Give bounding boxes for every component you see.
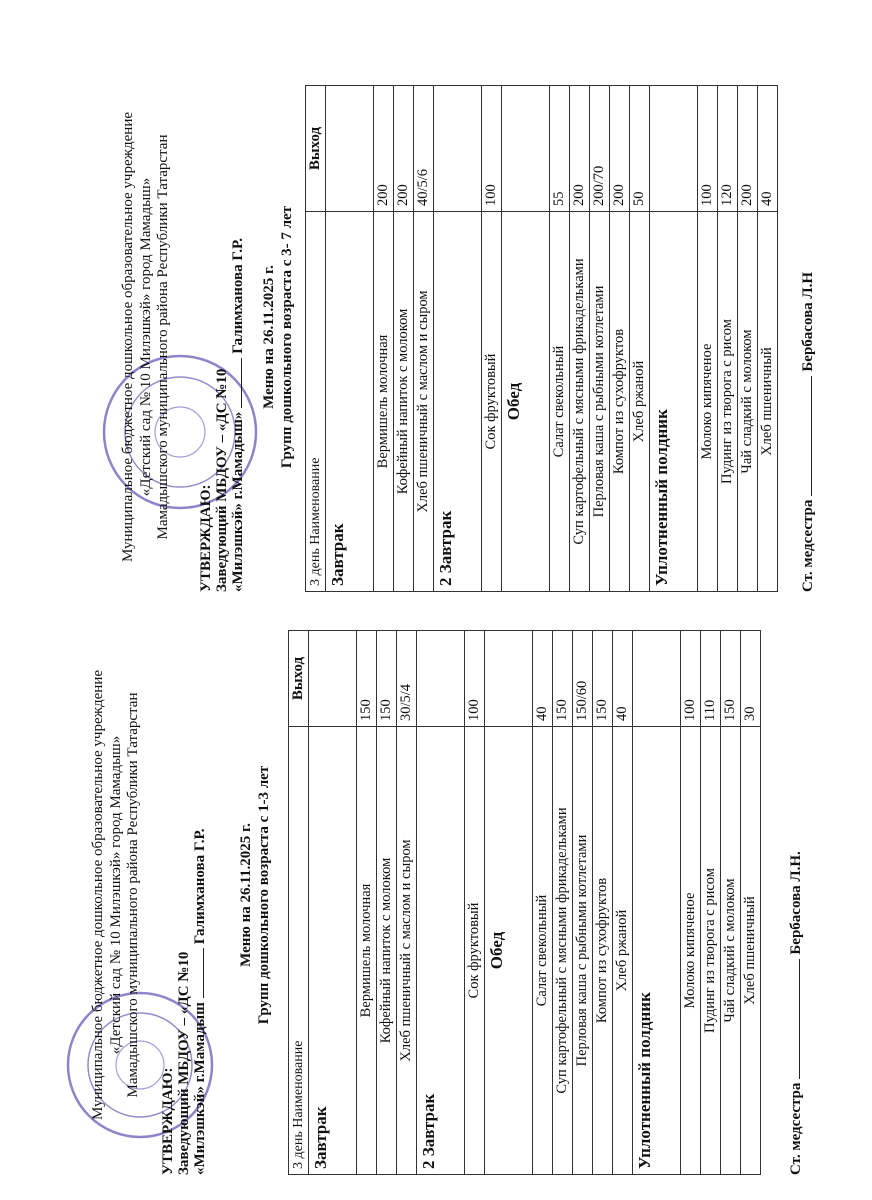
dish-name: Перловая каша с рыбными котлетами bbox=[590, 212, 610, 592]
org-line: Муниципальное бюджетное дошкольное образовательное учреждение bbox=[90, 670, 106, 1120]
header-name: 3 день Наименование bbox=[289, 727, 309, 1175]
section-row bbox=[434, 86, 482, 592]
organization-header bbox=[120, 82, 173, 592]
signature-line bbox=[799, 959, 800, 1079]
org-line: Муниципальное бюджетное дошкольное образовательное учреждение bbox=[120, 112, 136, 562]
dish-portion: 200 bbox=[570, 86, 590, 212]
dish-portion: 120 bbox=[718, 86, 738, 212]
dish-portion: 30 bbox=[741, 631, 761, 727]
table-row bbox=[741, 631, 761, 1175]
menu-subtitle: Групп дошкольного возраста с 3- 7 лет bbox=[279, 205, 295, 469]
section-title: Завтрак bbox=[309, 727, 357, 1175]
table-row bbox=[465, 631, 485, 1175]
dish-portion: 150 bbox=[593, 631, 613, 727]
organization-header bbox=[90, 615, 143, 1175]
dish-portion: 150 bbox=[721, 631, 741, 727]
dish-name: Вермишель молочная bbox=[374, 212, 394, 592]
dish-portion: 30/5/4 bbox=[397, 631, 417, 727]
dish-name: Хлеб пшеничный с маслом и сыром bbox=[414, 212, 434, 592]
dish-name: Салат свекольный bbox=[550, 212, 570, 592]
org-line: Мамадышского муниципального района Республики Татарстан bbox=[125, 692, 141, 1098]
menu-title: Меню на 26.11.2025 г. bbox=[261, 265, 277, 409]
nurse-name: Бербасова Л.Н. bbox=[788, 851, 804, 955]
section-row bbox=[326, 86, 374, 592]
dish-name: Хлеб пшеничный bbox=[741, 727, 761, 1175]
section-title: 2 Завтрак bbox=[417, 727, 465, 1175]
section-value bbox=[485, 631, 533, 727]
approve-label: УТВЕРЖДАЮ: bbox=[198, 484, 214, 592]
menu-table bbox=[288, 630, 761, 1175]
dish-portion: 200 bbox=[374, 86, 394, 212]
org-line: Мамадышского муниципального района Республики Татарстан bbox=[155, 134, 171, 540]
table-row bbox=[573, 631, 593, 1175]
section-value bbox=[650, 86, 698, 212]
section-title: Завтрак bbox=[326, 212, 374, 592]
table-row bbox=[553, 631, 573, 1175]
section-row bbox=[417, 631, 465, 1175]
section-title: 2 Завтрак bbox=[434, 212, 482, 592]
table-row bbox=[550, 86, 570, 592]
dish-name: Хлеб ржаной bbox=[613, 727, 633, 1175]
signature-line bbox=[811, 376, 812, 496]
org-line: «Детский сад № 10 Милэшкэй» город Мамадыш» bbox=[107, 735, 124, 1055]
approval-block bbox=[198, 238, 246, 592]
dish-name: Суп картофельный с мясными фрикадельками bbox=[553, 727, 573, 1175]
approver-name: Галимханова Г.Р. bbox=[230, 238, 246, 354]
table-row bbox=[718, 86, 738, 592]
dish-name: Кофейный напиток с молоком bbox=[377, 727, 397, 1175]
table-row bbox=[374, 86, 394, 592]
dish-portion: 50 bbox=[630, 86, 650, 212]
section-row bbox=[485, 631, 533, 1175]
dish-name: Компот из сухофруктов bbox=[593, 727, 613, 1175]
signature-line bbox=[241, 358, 242, 408]
approve-position: Заведующий МБДОУ – «ДС №10 bbox=[214, 368, 230, 592]
table-header-row bbox=[306, 86, 326, 592]
approve-position: Заведующий МБДОУ – «ДС №10 bbox=[176, 951, 192, 1175]
approver-name: Галимханова Г.Р. bbox=[192, 828, 208, 945]
section-row bbox=[650, 86, 698, 592]
dish-portion: 150 bbox=[377, 631, 397, 727]
menu-group-3-7 bbox=[110, 82, 840, 592]
table-row bbox=[613, 631, 633, 1175]
dish-portion: 200 bbox=[610, 86, 630, 212]
table-row bbox=[721, 631, 741, 1175]
table-row bbox=[738, 86, 758, 592]
dish-name: Перловая каша с рыбными котлетами bbox=[573, 727, 593, 1175]
dish-name: Хлеб пшеничный с маслом и сыром bbox=[397, 727, 417, 1175]
dish-portion: 40 bbox=[613, 631, 633, 727]
dish-name: Сок фруктовый bbox=[482, 212, 502, 592]
section-title: Уплотненный полдник bbox=[633, 727, 681, 1175]
dish-name: Молоко кипяченое bbox=[698, 212, 718, 592]
table-row bbox=[394, 86, 414, 592]
dish-name: Пудинг из творога с рисом bbox=[701, 727, 721, 1175]
dish-name: Чай сладкий с молоком bbox=[721, 727, 741, 1175]
nurse-signature bbox=[788, 851, 805, 1175]
table-row bbox=[414, 86, 434, 592]
section-value bbox=[502, 86, 550, 212]
table-row bbox=[698, 86, 718, 592]
dish-portion: 40 bbox=[533, 631, 553, 727]
approve-label: УТВЕРЖДАЮ: bbox=[160, 1067, 176, 1175]
signature-line bbox=[203, 948, 204, 998]
dish-name: Пудинг из творога с рисом bbox=[718, 212, 738, 592]
section-row bbox=[309, 631, 357, 1175]
approval-block bbox=[160, 829, 208, 1176]
table-row bbox=[610, 86, 630, 592]
nurse-label: Ст. медсестра bbox=[800, 499, 816, 592]
table-row bbox=[630, 86, 650, 592]
dish-name: Хлеб ржаной bbox=[630, 212, 650, 592]
table-row bbox=[681, 631, 701, 1175]
table-row bbox=[482, 86, 502, 592]
dish-portion: 200 bbox=[394, 86, 414, 212]
dish-portion: 200/70 bbox=[590, 86, 610, 212]
table-row bbox=[590, 86, 610, 592]
table-row bbox=[377, 631, 397, 1175]
table-row bbox=[533, 631, 553, 1175]
dish-portion: 200 bbox=[738, 86, 758, 212]
approve-place: «Милэшкэй» г.Мамадыш» bbox=[230, 411, 246, 592]
nurse-name: Бербасова Л.Н bbox=[800, 271, 816, 372]
menu-title: Меню на 26.11.2025 г. bbox=[238, 823, 254, 967]
section-value bbox=[434, 86, 482, 212]
dish-portion: 150 bbox=[553, 631, 573, 727]
section-value bbox=[309, 631, 357, 727]
dish-portion: 100 bbox=[482, 86, 502, 212]
dish-portion: 40/5/6 bbox=[414, 86, 434, 212]
table-row bbox=[701, 631, 721, 1175]
table-row bbox=[758, 86, 778, 592]
section-value bbox=[417, 631, 465, 727]
section-row bbox=[502, 86, 550, 592]
org-line: «Детский сад № 10 Милэшкэй» город Мамадыш» bbox=[137, 177, 154, 497]
approve-place: «Милэшкэй» г.Мамадыш bbox=[192, 1002, 208, 1175]
section-title: Обед bbox=[485, 727, 533, 1175]
nurse-signature bbox=[800, 272, 817, 592]
menu-table bbox=[305, 85, 778, 592]
dish-name: Сок фруктовый bbox=[465, 727, 485, 1175]
nurse-label: Ст. медсестра bbox=[788, 1082, 804, 1175]
dish-name: Компот из сухофруктов bbox=[610, 212, 630, 592]
dish-name: Хлеб пшеничный bbox=[758, 212, 778, 592]
dish-portion: 55 bbox=[550, 86, 570, 212]
table-row bbox=[570, 86, 590, 592]
table-row bbox=[593, 631, 613, 1175]
dish-portion: 100 bbox=[698, 86, 718, 212]
dish-name: Молоко кипяченое bbox=[681, 727, 701, 1175]
dish-portion: 100 bbox=[465, 631, 485, 727]
table-row bbox=[357, 631, 377, 1175]
header-value: Выход bbox=[306, 86, 326, 212]
dish-name: Вермишель молочная bbox=[357, 727, 377, 1175]
dish-name: Кофейный напиток с молоком bbox=[394, 212, 414, 592]
dish-portion: 150/60 bbox=[573, 631, 593, 727]
dish-name: Салат свекольный bbox=[533, 727, 553, 1175]
section-title: Обед bbox=[502, 212, 550, 592]
dish-portion: 40 bbox=[758, 86, 778, 212]
section-row bbox=[633, 631, 681, 1175]
dish-portion: 100 bbox=[681, 631, 701, 727]
dish-name: Суп картофельный с мясными фрикадельками bbox=[570, 212, 590, 592]
header-value: Выход bbox=[289, 631, 309, 727]
dish-portion: 150 bbox=[357, 631, 377, 727]
dish-portion: 110 bbox=[701, 631, 721, 727]
section-title: Уплотненный полдник bbox=[650, 212, 698, 592]
section-value bbox=[326, 86, 374, 212]
header-name: 3 день Наименование bbox=[306, 212, 326, 592]
section-value bbox=[633, 631, 681, 727]
table-header-row bbox=[289, 631, 309, 1175]
dish-name: Чай сладкий с молоком bbox=[738, 212, 758, 592]
menu-subtitle: Групп дошкольного возраста с 1-3 лет bbox=[256, 765, 272, 1025]
menu-group-1-3 bbox=[80, 615, 820, 1175]
table-row bbox=[397, 631, 417, 1175]
